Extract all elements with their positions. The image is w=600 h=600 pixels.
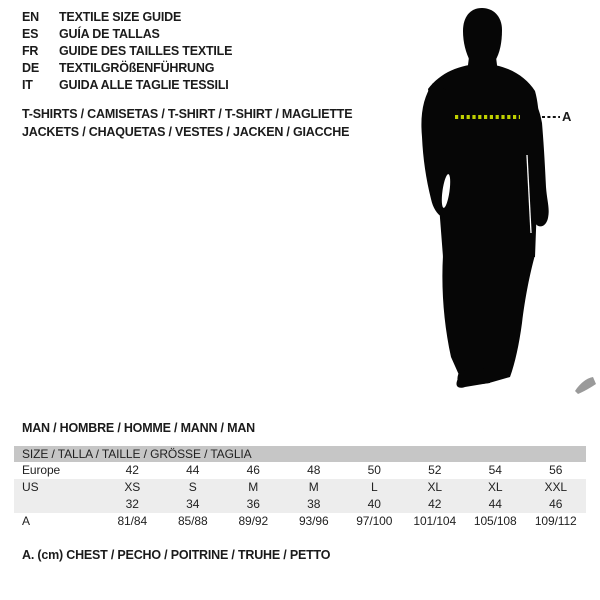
size-table <box>14 446 586 530</box>
lang-row-de <box>22 60 232 77</box>
cell: 89/92 <box>238 514 269 528</box>
cell: 101/104 <box>413 514 457 528</box>
row-label: Europe <box>22 463 61 477</box>
cell: M <box>308 480 319 494</box>
cell: 105/108 <box>473 514 517 528</box>
language-list <box>22 9 232 94</box>
lang-row-it <box>22 77 232 94</box>
lang-code: IT <box>22 78 33 92</box>
category-tshirts: T-SHIRTS / CAMISETAS / T-SHIRT / T-SHIRT / MAGLIETTE <box>22 107 353 121</box>
cell: 85/88 <box>177 514 208 528</box>
man-silhouette <box>415 5 600 395</box>
cell: XS <box>124 480 141 494</box>
lang-code: FR <box>22 44 39 58</box>
cell: 109/112 <box>534 514 577 528</box>
lang-code: ES <box>22 27 39 41</box>
measure-label-a: A <box>562 109 572 124</box>
lang-row-fr <box>22 43 232 60</box>
table-row-us <box>14 479 586 496</box>
lang-title: TEXTILE SIZE GUIDE <box>59 10 182 24</box>
footer-measure-note: A. (cm) CHEST / PECHO / POITRINE / TRUHE / PETTO <box>22 548 331 562</box>
cell: 42 <box>428 497 442 511</box>
lang-row-es <box>22 26 232 43</box>
cell: 52 <box>428 463 442 477</box>
category-list <box>22 106 352 141</box>
cell: 46 <box>549 497 563 511</box>
cell: 56 <box>549 463 563 477</box>
cell: 38 <box>307 497 321 511</box>
cell: 42 <box>125 463 139 477</box>
far-shoe-shadow <box>575 377 596 394</box>
lang-row-en <box>22 9 232 26</box>
cell: 44 <box>186 463 200 477</box>
man-silhouette-icon <box>415 5 600 395</box>
table-row-europe <box>14 462 586 479</box>
cell: 46 <box>246 463 260 477</box>
cell: 36 <box>246 497 260 511</box>
cell: XL <box>427 480 442 494</box>
cell: XXL <box>544 480 567 494</box>
lang-title: GUIDA ALLE TAGLIE TESSILI <box>59 78 229 92</box>
lang-title: GUIDE DES TAILLES TEXTILE <box>59 44 233 58</box>
cell: 93/96 <box>298 514 329 528</box>
row-label: A <box>22 514 30 528</box>
cell: XL <box>488 480 503 494</box>
lang-title: GUÍA DE TALLAS <box>59 27 160 41</box>
lang-title: TEXTILGRÖßENFÜHRUNG <box>59 61 215 75</box>
cell: L <box>370 480 378 494</box>
lang-code: DE <box>22 61 39 75</box>
cell: 50 <box>367 463 381 477</box>
cell: 97/100 <box>356 514 393 528</box>
table-row-us-numeric <box>14 496 586 513</box>
row-label: US <box>22 480 39 494</box>
cell: 81/84 <box>117 514 148 528</box>
cell: 54 <box>488 463 502 477</box>
table-row-chest <box>14 513 586 530</box>
cell: 32 <box>125 497 139 511</box>
row-label <box>14 496 102 513</box>
cell: S <box>188 480 197 494</box>
cell: 48 <box>307 463 321 477</box>
section-title-man: MAN / HOMBRE / HOMME / MANN / MAN <box>22 421 255 435</box>
lang-code: EN <box>22 10 39 24</box>
cell: M <box>248 480 259 494</box>
size-table-header: SIZE / TALLA / TAILLE / GRÖSSE / TAGLIA <box>14 446 586 462</box>
cell: 34 <box>186 497 200 511</box>
category-jackets: JACKETS / CHAQUETAS / VESTES / JACKEN / GIACCHE <box>22 124 350 139</box>
cell: 44 <box>488 497 502 511</box>
cell: 40 <box>367 497 381 511</box>
